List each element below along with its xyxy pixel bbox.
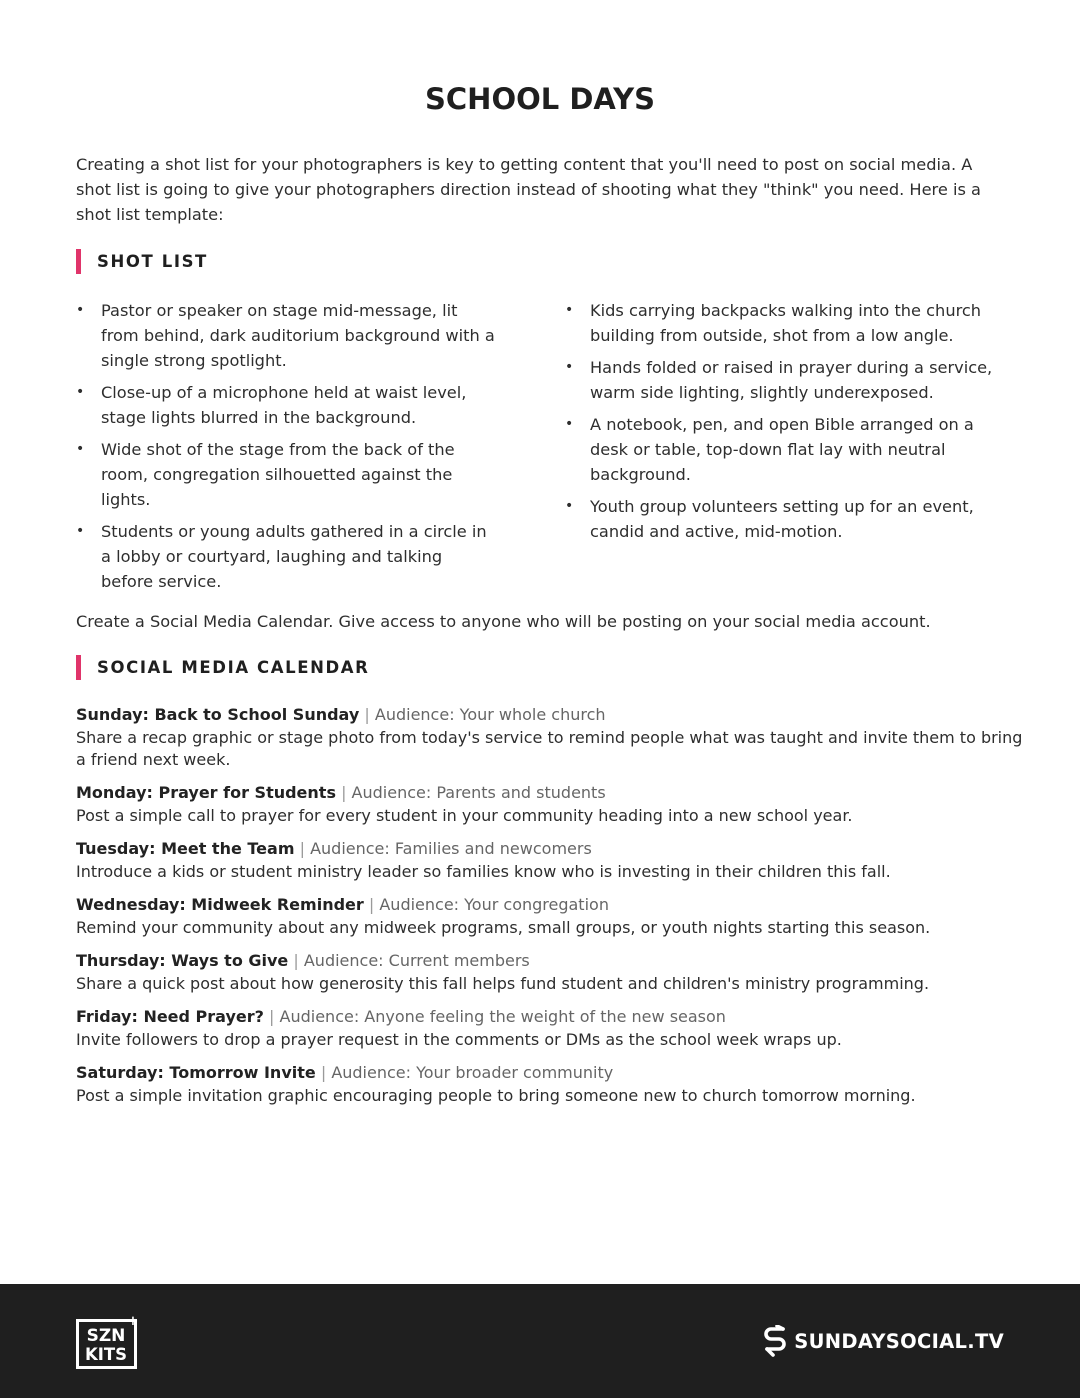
calendar-description: Share a recap graphic or stage photo from today's service to remind people what was taught and invite them to bring a friend next week.	[76, 728, 1023, 769]
shot-list-item	[565, 298, 1005, 348]
bullet-icon: •	[76, 441, 85, 457]
calendar-day: Friday: Need Prayer?	[76, 1007, 264, 1026]
bullet-icon: •	[565, 302, 574, 318]
calendar-heading	[76, 654, 369, 680]
bullet-icon: •	[565, 416, 574, 432]
calendar-intro-paragraph: Create a Social Media Calendar. Give access to anyone who will be posting on your social media account.	[76, 612, 931, 631]
calendar-day: Sunday: Back to School Sunday	[76, 705, 360, 724]
shot-list-heading	[76, 248, 208, 274]
shot-list-item	[76, 298, 496, 373]
calendar-audience: Audience: Your broader community	[331, 1063, 614, 1082]
szn-kits-logo	[76, 1315, 138, 1369]
calendar-separator: |	[368, 895, 375, 914]
shot-list-item	[565, 355, 1005, 405]
calendar-audience: Audience: Your whole church	[374, 705, 606, 724]
sundaysocial-s-icon	[762, 1325, 788, 1357]
calendar-audience: Audience: Families and newcomers	[310, 839, 592, 858]
szn-logo-line1: SZN	[86, 1326, 126, 1346]
calendar-audience: Audience: Current members	[303, 951, 530, 970]
shot-list-right-column	[565, 298, 1005, 551]
calendar-day: Thursday: Ways to Give	[76, 951, 289, 970]
shot-list-item-text: A notebook, pen, and open Bible arranged on a desk or table, top-down flat lay with neutral background.	[590, 415, 974, 484]
bullet-icon: •	[565, 498, 574, 514]
calendar-description: Post a simple invitation graphic encouraging people to bring someone new to church tomorrow morning.	[76, 1086, 916, 1105]
calendar-audience: Audience: Anyone feeling the weight of the new season	[279, 1007, 726, 1026]
sundaysocial-logo	[762, 1324, 1004, 1358]
page-title: SCHOOL DAYS	[425, 82, 655, 116]
calendar-day: Monday: Prayer for Students	[76, 783, 336, 802]
bullet-icon: •	[565, 359, 574, 375]
calendar-description: Introduce a kids or student ministry leader so families know who is investing in their children this fall.	[76, 862, 891, 881]
calendar-description: Remind your community about any midweek programs, small groups, or youth nights starting this season.	[76, 918, 931, 937]
calendar-description: Share a quick post about how generosity this fall helps fund student and children's ministry programming.	[76, 974, 930, 993]
shot-list-item-text: Wide shot of the stage from the back of the room, congregation silhouetted against the lights.	[101, 440, 455, 509]
shot-list-item	[76, 437, 496, 512]
sundaysocial-wordmark: SUNDAYSOCIAL.TV	[794, 1329, 1004, 1353]
szn-logo-line2: KITS	[84, 1345, 128, 1364]
calendar-entry	[76, 1060, 1026, 1107]
calendar-description: Invite followers to drop a prayer request in the comments or DMs as the school week wraps up.	[76, 1030, 842, 1049]
shot-list-item	[76, 380, 496, 430]
calendar-list	[76, 702, 1026, 1116]
intro-paragraph: Creating a shot list for your photographers is key to getting content that you'll need to post on social media. A shot list is going to give your photographers direction instead of shooting what they "think" you need. Here is a shot list template:	[76, 155, 981, 224]
shot-list-item-text: Hands folded or raised in prayer during a service, warm side lighting, slightly underexposed.	[590, 358, 993, 402]
calendar-day: Wednesday: Midweek Reminder	[76, 895, 364, 914]
shot-list-heading-label: SHOT LIST	[97, 251, 208, 271]
shot-list-item-text: Kids carrying backpacks walking into the church building from outside, shot from a low angle.	[590, 301, 982, 345]
shot-list-item-text: Pastor or speaker on stage mid-message, lit from behind, dark auditorium background with a single strong spotlight.	[101, 301, 495, 370]
calendar-day: Saturday: Tomorrow Invite	[76, 1063, 316, 1082]
calendar-heading-label: SOCIAL MEDIA CALENDAR	[97, 657, 370, 677]
shot-list-item-text: Students or young adults gathered in a circle in a lobby or courtyard, laughing and talking before service.	[101, 522, 487, 591]
shot-list-item	[76, 519, 496, 594]
shot-list-item	[565, 412, 1005, 487]
calendar-separator: |	[320, 1063, 327, 1082]
calendar-entry	[76, 948, 1026, 995]
calendar-entry	[76, 702, 1026, 771]
calendar-description: Post a simple call to prayer for every student in your community heading into a new school year.	[76, 806, 853, 825]
shot-list-left-column	[76, 298, 496, 601]
bullet-icon: •	[76, 384, 85, 400]
calendar-separator: |	[341, 783, 347, 802]
bullet-icon: •	[76, 302, 85, 318]
calendar-separator: |	[293, 951, 299, 970]
calendar-entry	[76, 780, 1026, 827]
szn-logo-plus: +	[127, 1315, 138, 1329]
calendar-day: Tuesday: Meet the Team	[76, 839, 295, 858]
bullet-icon: •	[76, 523, 85, 539]
calendar-separator: |	[269, 1007, 275, 1026]
accent-bar	[76, 655, 81, 680]
shot-list-item-text: Close-up of a microphone held at waist level, stage lights blurred in the background.	[101, 383, 467, 427]
calendar-entry	[76, 836, 1026, 883]
calendar-entry	[76, 1004, 1026, 1051]
calendar-separator: |	[364, 705, 370, 724]
calendar-entry	[76, 892, 1026, 939]
shot-list-item-text: Youth group volunteers setting up for an event, candid and active, mid-motion.	[590, 497, 974, 541]
calendar-separator: |	[299, 839, 305, 858]
calendar-audience: Audience: Your congregation	[379, 895, 609, 914]
calendar-audience: Audience: Parents and students	[351, 783, 606, 802]
shot-list-item	[565, 494, 1005, 544]
footer	[0, 1284, 1080, 1398]
accent-bar	[76, 249, 81, 274]
